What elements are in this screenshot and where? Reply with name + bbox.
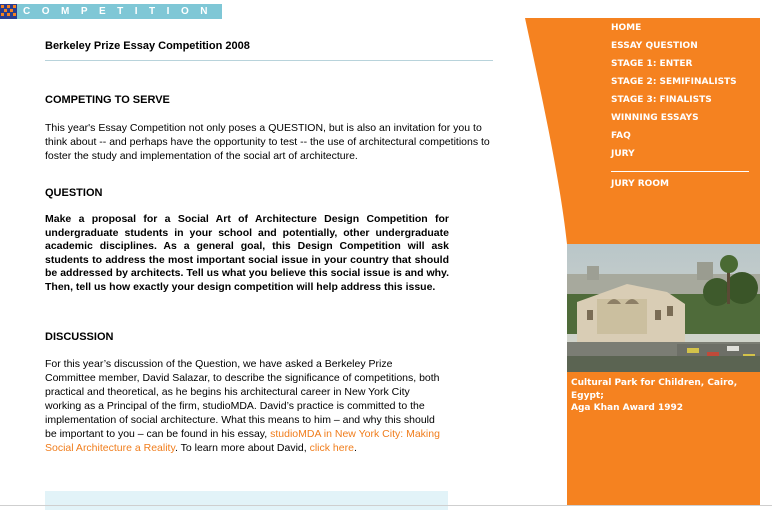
nav-winning-essays[interactable]: WINNING ESSAYS <box>611 113 699 123</box>
caption-line-2: Aga Khan Award 1992 <box>571 403 684 413</box>
competing-text: This year's Essay Competition not only poses a QUESTION, but is also an invitation for you to think about -- and perhaps have the opportunity to test -- the use of architectural competitions to foster the study and implementation of the social art of architecture. <box>45 122 490 162</box>
essay-link[interactable]: studioMDA in New York City: Making Social Architecture a Reality <box>45 428 440 454</box>
logo-pattern-icon <box>0 4 17 19</box>
photo-caption <box>571 377 756 415</box>
discussion-text-middle: . To learn more about David, <box>174 442 310 454</box>
nav-home[interactable]: HOME <box>611 23 642 33</box>
title-divider <box>45 60 493 61</box>
caption-line-1: Cultural Park for Children, Cairo, Egypt; <box>571 378 738 401</box>
nav-stage-1-enter[interactable]: STAGE 1: ENTER <box>611 59 693 69</box>
bottom-border <box>0 505 772 506</box>
nav-faq[interactable]: FAQ <box>611 131 631 141</box>
nav-essay-question[interactable]: ESSAY QUESTION <box>611 41 698 51</box>
question-heading: QUESTION <box>45 187 103 199</box>
info-box <box>45 491 448 510</box>
competition-label: COMPETITION <box>17 4 222 19</box>
nav-stage-3-finalists[interactable]: STAGE 3: FINALISTS <box>611 95 712 105</box>
nav-jury[interactable]: JURY <box>611 149 635 159</box>
discussion-text <box>45 357 445 455</box>
discussion-text-start: For this year’s discussion of the Question, we have asked a Berkeley Prize Committee member, David Salazar, to describe the significance of competitions, both practical and theoretical, as he begins his architectural career in New York City working as a Principal of the firm, studioMDA. David’s practice is committed to the implementation of social architecture. What this means to him – and why this should be important to you – can be found in his essay, <box>45 358 440 440</box>
discussion-heading: DISCUSSION <box>45 331 114 343</box>
question-text: Make a proposal for a Social Art of Architecture Design Competition for undergraduate students in your school and potentially, other undergraduate academic disciplines. As a general goal, this Design Competition will ask students to address the most important social issue in your country that should be addressed by architects. Tell us what you believe this social issue is and why. Then, tell us how exactly your design competition will help address this issue. <box>45 213 449 293</box>
competing-heading: COMPETING TO SERVE <box>45 94 170 106</box>
cultural-park-photo <box>567 244 760 372</box>
main-nav <box>611 22 737 166</box>
nav-divider <box>611 171 749 172</box>
site-header <box>0 4 222 19</box>
discussion-text-end: . <box>353 442 357 454</box>
nav-stage-2-semifinalists[interactable]: STAGE 2: SEMIFINALISTS <box>611 77 737 87</box>
click-here-link[interactable]: click here <box>309 442 354 454</box>
page-title: Berkeley Prize Essay Competition 2008 <box>45 40 250 52</box>
nav-jury-room[interactable]: JURY ROOM <box>611 179 669 189</box>
